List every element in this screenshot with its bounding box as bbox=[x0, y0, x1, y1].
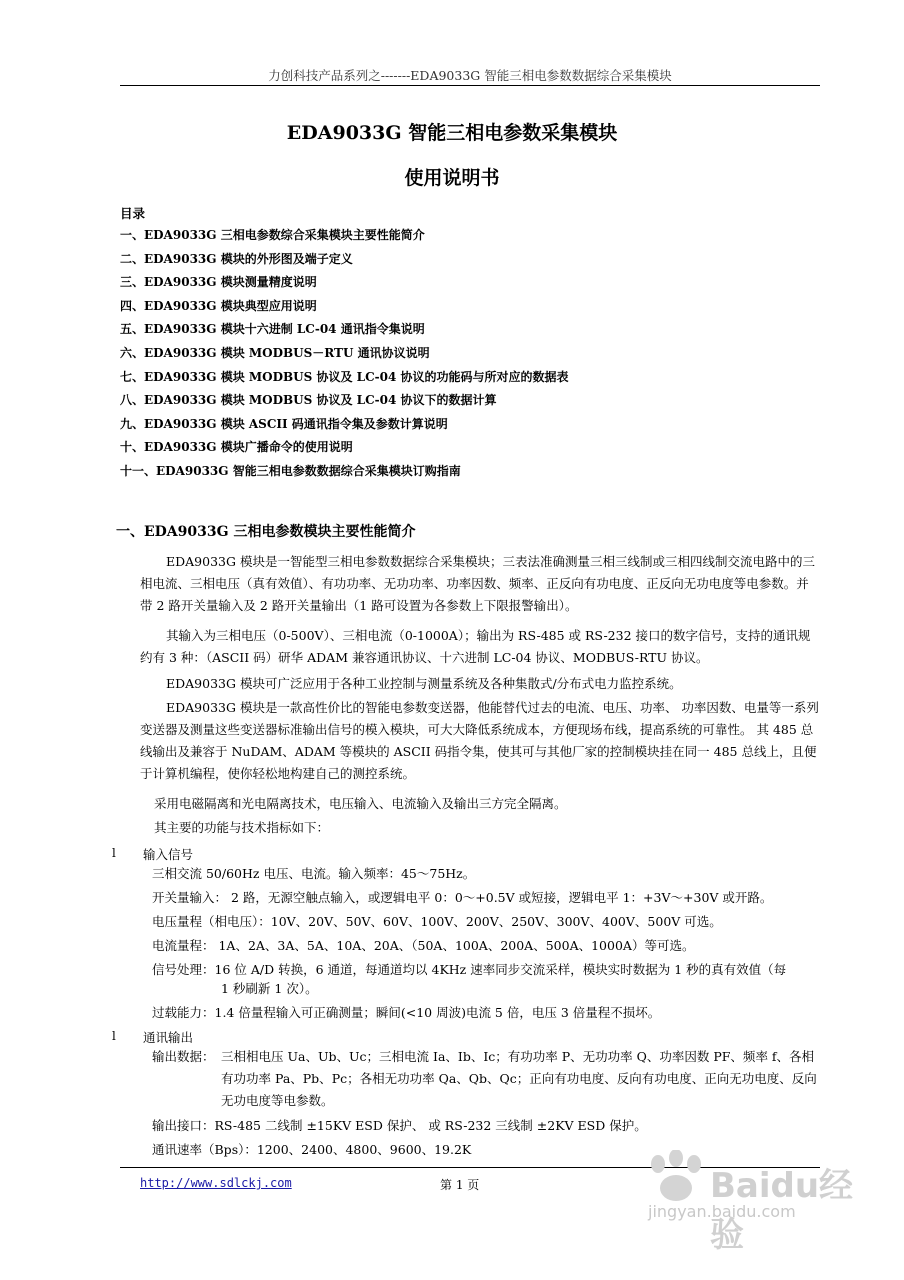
toc-item[interactable]: 六、EDA9033G 模块 MODBUS－RTU 通讯协议说明 bbox=[120, 345, 430, 360]
spec-line: 通讯速率（Bps）：1200、2400、4800、9600、19.2K bbox=[152, 1142, 472, 1157]
spec-line: 开关量输入： 2 路，无源空触点输入，或逻辑电平 0：0～+0.5V 或短接，逻辑电平 1：+3V～+30V 或开路。 bbox=[152, 890, 773, 905]
header-divider bbox=[120, 85, 820, 86]
section-title: 一、EDA9033G 三相电参数模块主要性能简介 bbox=[116, 524, 416, 540]
spec-line: 输出接口：RS-485 二线制 ±15KV ESD 保护、 或 RS-232 三线制 ±2KV ESD 保护。 bbox=[152, 1118, 647, 1133]
document-subtitle: 使用说明书 bbox=[404, 167, 500, 189]
footer-url-link[interactable]: http://www.sdlckj.com bbox=[140, 1176, 292, 1190]
paragraph-intro bbox=[140, 551, 820, 617]
input-signal-label: 输入信号 bbox=[143, 847, 194, 862]
toc-item[interactable]: 十、EDA9033G 模块广播命令的使用说明 bbox=[120, 440, 353, 455]
paragraph-io bbox=[140, 625, 820, 669]
toc-item[interactable]: 一、EDA9033G 三相电参数综合采集模块主要性能简介 bbox=[120, 228, 425, 242]
paragraph-isolation bbox=[140, 793, 820, 815]
paragraph-spec-intro bbox=[140, 817, 820, 839]
document-title: EDA9033G 智能三相电参数采集模块 bbox=[286, 122, 618, 144]
paw-logo-icon bbox=[644, 1150, 708, 1204]
paragraph-text: EDA9033G 模块是一智能型三相电参数数据综合采集模块；三表法准确测量三相三线制或三相四线制交流电路中的三相电流、三相电压（真有效值）、有功功率、无功功率、功率因数、频率、正反向有功电度、正反向无功电度等电参数。并带 2 路开关量输入及 2 路开关量输出（1 路可设置为各参数上下限报警输出）。 bbox=[140, 554, 815, 613]
toc-item[interactable]: 二、EDA9033G 模块的外形图及端子定义 bbox=[120, 251, 353, 266]
watermark bbox=[640, 1150, 870, 1255]
bullet-icon: l bbox=[112, 846, 116, 860]
spec-line: 过载能力：1.4 倍量程输入可正确测量；瞬间(<10 周波)电流 5 倍，电压 3 倍量程不损坏。 bbox=[152, 1005, 661, 1020]
toc-item[interactable]: 四、EDA9033G 模块典型应用说明 bbox=[120, 298, 317, 313]
paragraph-text: EDA9033G 模块可广泛应用于各种工业控制与测量系统及各种集散式/分布式电力监控系统。 bbox=[166, 676, 682, 691]
paragraph-text: 采用电磁隔离和光电隔离技术，电压输入、电流输入及输出三方完全隔离。 bbox=[154, 796, 567, 811]
spec-line: 信号处理：16 位 A/D 转换，6 通道，每通道均以 4KHz 速率同步交流采样，模块实时数据为 1 秒的真有效值（每 bbox=[152, 962, 787, 977]
paragraph-text: EDA9033G 模块是一款高性价比的智能电参数变送器，他能替代过去的电流、电压、功率、 功率因数、电量等一系列变送器及测量这些变送器标准输出信号的模入模块，可大大降低系统成本，方便现场布线，提高系统的可靠性。 其 485 总线输出及兼容于 NuDAM、ADAM 等模块的 ASCII 码指令集，使其可与其他厂家的控制模块挂在同一 485 总线上，且便于计算机编程，使你轻松地构建自己的测控系统。 bbox=[140, 700, 819, 781]
toc-item[interactable]: 十一、EDA9033G 智能三相电参数数据综合采集模块订购指南 bbox=[120, 463, 461, 478]
paragraph-features bbox=[140, 697, 820, 785]
toc-item[interactable]: 七、EDA9033G 模块 MODBUS 协议及 LC-04 协议的功能码与所对应的数据表 bbox=[120, 369, 569, 384]
spec-line: 1 秒刷新 1 次）。 bbox=[221, 981, 318, 996]
bullet-icon: l bbox=[112, 1029, 116, 1043]
page-number: 第 1 页 bbox=[440, 1178, 480, 1192]
table-of-contents bbox=[120, 226, 820, 486]
watermark-brand: Baidu经验 bbox=[710, 1166, 854, 1255]
paragraph-text: 其输入为三相电压（0-500V）、三相电流（0-1000A）；输出为 RS-485 或 RS-232 接口的数字信号，支持的通讯规约有 3 种：（ASCII 码）研华 ADAM 兼容通讯协议、十六进制 LC-04 协议、MODBUS-RTU 协议。 bbox=[140, 628, 811, 665]
paragraph-application bbox=[140, 673, 820, 695]
toc-item[interactable]: 八、EDA9033G 模块 MODBUS 协议及 LC-04 协议下的数据计算 bbox=[120, 393, 497, 408]
spec-line: 电压量程（相电压）：10V、20V、50V、60V、100V、200V、250V、300V、400V、500V 可选。 bbox=[152, 914, 722, 929]
page-header: 力创科技产品系列之-------EDA9033G 智能三相电参数数据综合采集模块 bbox=[268, 68, 672, 83]
toc-item[interactable]: 五、EDA9033G 模块十六进制 LC-04 通讯指令集说明 bbox=[120, 322, 425, 337]
toc-label: 目录 bbox=[120, 206, 146, 221]
comm-output-label: 通讯输出 bbox=[143, 1030, 194, 1045]
toc-item[interactable]: 三、EDA9033G 模块测量精度说明 bbox=[120, 275, 317, 290]
spec-line: 电流量程： 1A、2A、3A、5A、10A、20A、（50A、100A、200A、500A、1000A）等可选。 bbox=[152, 938, 695, 953]
output-data-body: 三相相电压 Ua、Ub、Uc；三相电流 Ia、Ib、Ic；有功功率 P、无功功率 Q、功率因数 PF、频率 f、各相有功功率 Pa、Pb、Pc；各相无功功率 Qa、Qb、Qc；正向有功电度、反向有功电度、正向无功电度、反向无功电度等电参数。 bbox=[221, 1049, 817, 1108]
paragraph-text: 其主要的功能与技术指标如下： bbox=[154, 820, 330, 835]
output-data-label: 输出数据： bbox=[152, 1049, 215, 1064]
spec-line: 三相交流 50/60Hz 电压、电流。输入频率：45～75Hz。 bbox=[152, 866, 476, 881]
toc-item[interactable]: 九、EDA9033G 模块 ASCII 码通讯指令集及参数计算说明 bbox=[120, 416, 448, 431]
watermark-url: jingyan.baidu.com bbox=[648, 1202, 796, 1221]
